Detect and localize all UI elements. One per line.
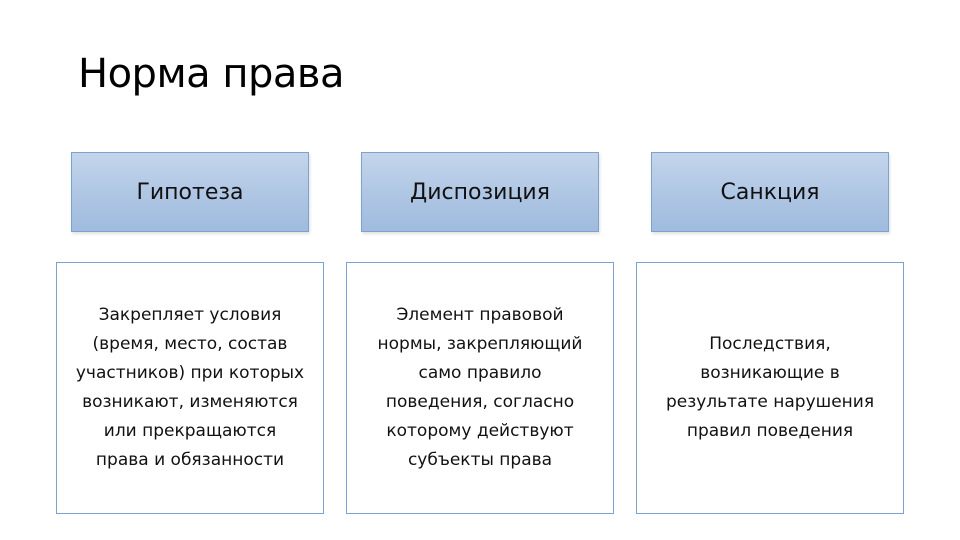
sanction-heading-box — [651, 152, 889, 232]
sanction-description: Последствия, возникающие в результате нарушения правил поведения — [665, 334, 875, 441]
page-title: Норма права — [78, 51, 344, 97]
disposition-description-box — [346, 262, 614, 514]
disposition-heading-box — [361, 152, 599, 232]
hypothesis-description-box — [56, 262, 324, 514]
disposition-description: Элемент правовой нормы, закрепляющий само правило поведения, согласно которому действуют субъекты права — [377, 305, 583, 470]
disposition-heading: Диспозиция — [410, 179, 550, 205]
hypothesis-heading-box — [71, 152, 309, 232]
sanction-heading: Санкция — [720, 179, 820, 205]
hypothesis-heading: Гипотеза — [136, 179, 244, 205]
hypothesis-description: Закрепляет условия (время, место, состав участников) при которых возникают, изменяются или прекращаются права и обязанности — [75, 305, 305, 470]
sanction-description-box — [636, 262, 904, 514]
